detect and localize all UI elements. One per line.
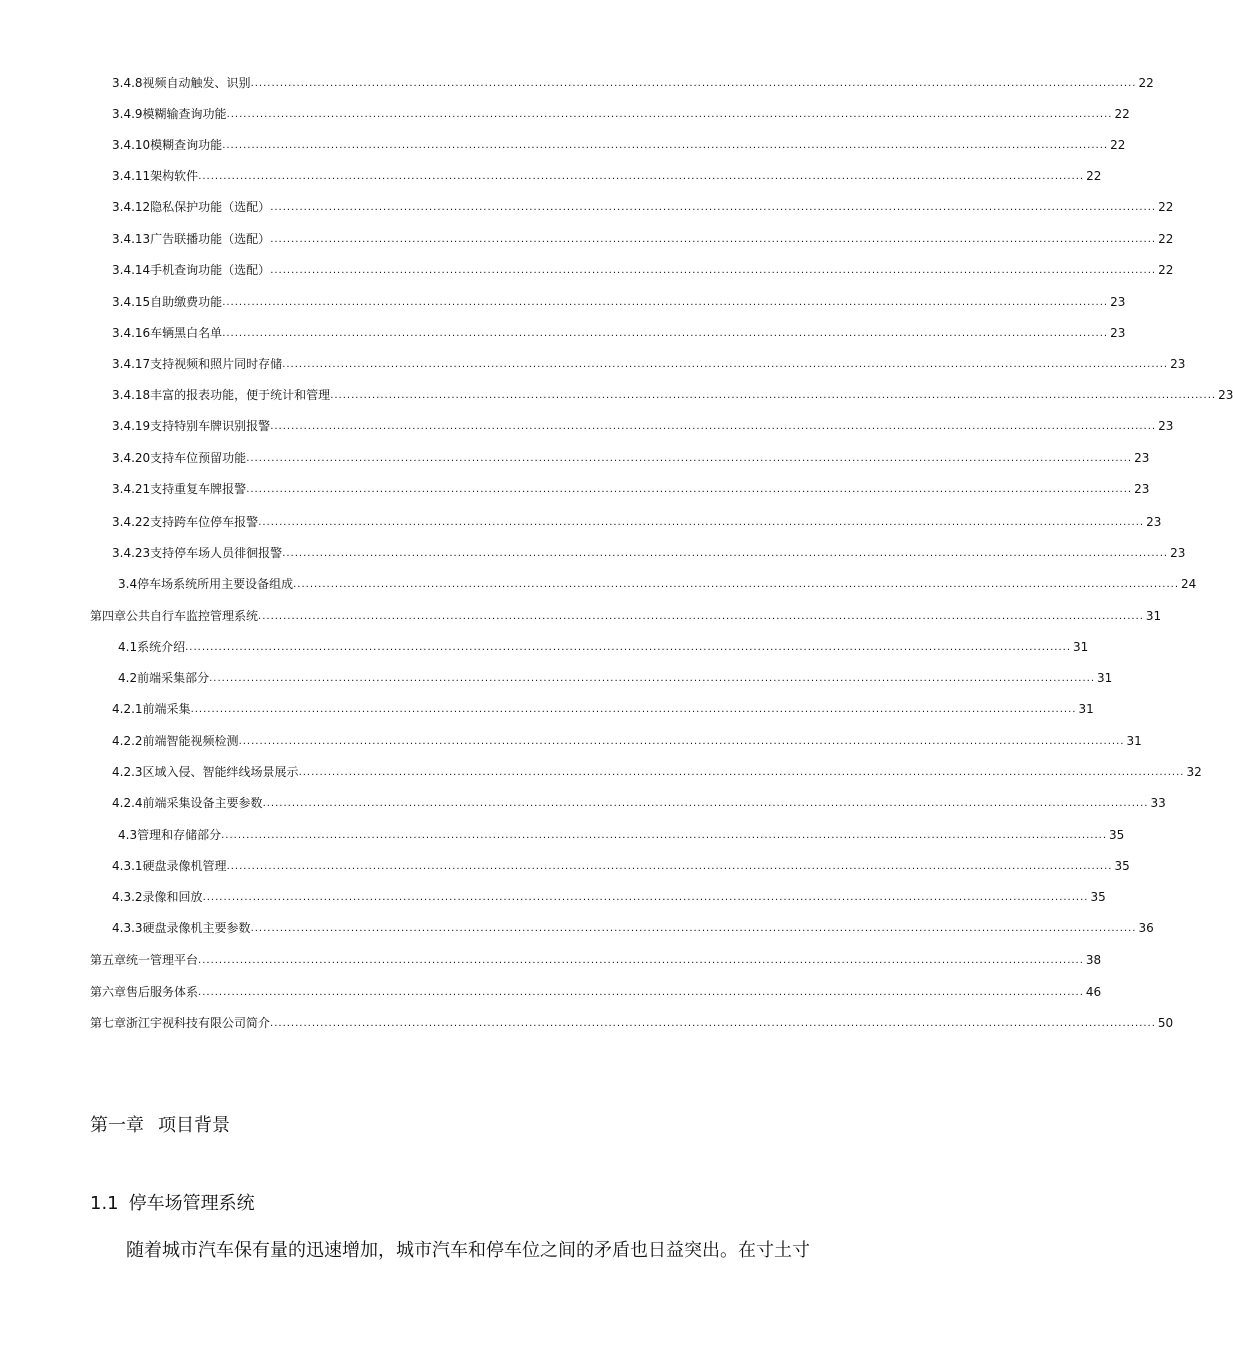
toc-leader-dots: .................................................................................................................................................................................................................... bbox=[330, 390, 1217, 401]
toc-entry[interactable] bbox=[112, 294, 1126, 310]
toc-entry-title: 支持停车场人员徘徊报警 bbox=[150, 546, 283, 560]
toc-entry-title: 架构软件 bbox=[150, 169, 199, 183]
toc-entry[interactable] bbox=[112, 168, 1102, 184]
toc-entry-page: 23 bbox=[1218, 388, 1233, 402]
toc-entry-page: 31 bbox=[1126, 734, 1142, 748]
toc-entry[interactable] bbox=[112, 418, 1174, 434]
toc-entry-title: 管理和存储部分 bbox=[137, 828, 222, 842]
toc-entry-number: 3.4.19 bbox=[112, 419, 151, 433]
toc-leader-dots: .................................................................................................................................................................................................................... bbox=[270, 421, 1157, 432]
toc-entry-page: 23 bbox=[1110, 295, 1126, 309]
toc-entry-page: 23 bbox=[1134, 451, 1150, 465]
toc-entry-page: 23 bbox=[1170, 357, 1186, 371]
toc-leader-dots: .................................................................................................................................................................................................................... bbox=[270, 1018, 1156, 1029]
toc-entry-title: 支持车位预留功能 bbox=[150, 451, 247, 465]
toc-leader-dots: .................................................................................................................................................................................................................... bbox=[226, 109, 1113, 120]
body-paragraph: 随着城市汽车保有量的迅速增加，城市汽车和停车位之间的矛盾也日益突出。在寸土寸 bbox=[126, 1240, 810, 1261]
toc-entry[interactable] bbox=[112, 387, 1233, 403]
toc-leader-dots: .................................................................................................................................................................................................................... bbox=[222, 297, 1109, 308]
toc-entry[interactable] bbox=[112, 889, 1106, 905]
toc-entry[interactable] bbox=[118, 576, 1197, 592]
toc-entry[interactable] bbox=[118, 827, 1125, 843]
chapter-title: 项目背景 bbox=[158, 1115, 230, 1136]
toc-entry-title: 录像和回放 bbox=[142, 890, 203, 904]
toc-leader-dots: .................................................................................................................................................................................................................... bbox=[238, 736, 1125, 747]
toc-entry-number: 3.4.11 bbox=[112, 169, 151, 183]
toc-leader-dots: .................................................................................................................................................................................................................... bbox=[258, 611, 1144, 622]
toc-entry-page: 22 bbox=[1114, 107, 1130, 121]
toc-entry-number: 第六章 bbox=[90, 985, 127, 999]
toc-entry-title: 自助缴费功能 bbox=[150, 295, 223, 309]
toc-entry-title: 停车场系统所用主要设备组成 bbox=[137, 577, 294, 591]
toc-entry-number: 3.4.14 bbox=[112, 263, 151, 277]
toc-entry-title: 统一管理平台 bbox=[126, 953, 199, 967]
toc-entry-title: 模糊查询功能 bbox=[150, 138, 223, 152]
toc-entry-title: 支持跨车位停车报警 bbox=[150, 515, 259, 529]
toc-entry-title: 支持重复车牌报警 bbox=[150, 482, 247, 496]
toc-entry[interactable] bbox=[112, 545, 1186, 561]
toc-entry-title: 支持特别车牌识别报警 bbox=[150, 419, 271, 433]
toc-entry[interactable] bbox=[112, 920, 1154, 936]
toc-entry-title: 前端采集设备主要参数 bbox=[142, 796, 263, 810]
toc-entry-page: 46 bbox=[1085, 985, 1102, 999]
toc-entry[interactable] bbox=[112, 106, 1130, 122]
toc-entry-title: 隐私保护功能（选配） bbox=[150, 200, 271, 214]
toc-leader-dots: .................................................................................................................................................................................................................... bbox=[250, 923, 1137, 934]
toc-entry-page: 22 bbox=[1158, 200, 1174, 214]
toc-leader-dots: .................................................................................................................................................................................................................... bbox=[293, 579, 1179, 590]
section-heading bbox=[90, 1192, 255, 1216]
toc-entry[interactable] bbox=[112, 481, 1150, 497]
toc-entry-number: 3.4.20 bbox=[112, 451, 151, 465]
toc-leader-dots: .................................................................................................................................................................................................................... bbox=[222, 140, 1109, 151]
toc-leader-dots: .................................................................................................................................................................................................................... bbox=[282, 359, 1169, 370]
toc-entry-number: 3.4.12 bbox=[112, 200, 151, 214]
toc-entry-page: 22 bbox=[1138, 76, 1154, 90]
toc-leader-dots: .................................................................................................................................................................................................................... bbox=[262, 798, 1149, 809]
toc-entry-title: 公共自行车监控管理系统 bbox=[126, 609, 259, 623]
toc-entry-number: 3.4.23 bbox=[112, 546, 151, 560]
toc-entry[interactable] bbox=[112, 356, 1186, 372]
toc-entry-number: 3.4.8 bbox=[112, 76, 143, 90]
toc-leader-dots: .................................................................................................................................................................................................................... bbox=[258, 517, 1145, 528]
toc-entry-number: 4.1 bbox=[118, 640, 138, 654]
toc-entry-number: 3.4 bbox=[118, 577, 138, 591]
toc-entry-page: 23 bbox=[1134, 482, 1150, 496]
toc-entry-title: 前端智能视频检测 bbox=[142, 734, 239, 748]
toc-entry[interactable] bbox=[112, 231, 1174, 247]
toc-entry-number: 4.3.3 bbox=[112, 921, 143, 935]
toc-leader-dots: .................................................................................................................................................................................................................... bbox=[282, 548, 1169, 559]
toc-leader-dots: .................................................................................................................................................................................................................... bbox=[209, 673, 1095, 684]
toc-entry-page: 32 bbox=[1186, 765, 1202, 779]
toc-entry[interactable] bbox=[112, 75, 1154, 91]
toc-entry-number: 3.4.18 bbox=[112, 388, 151, 402]
toc-leader-dots: .................................................................................................................................................................................................................... bbox=[270, 234, 1157, 245]
toc-entry-page: 22 bbox=[1110, 138, 1126, 152]
toc-entry[interactable] bbox=[112, 858, 1130, 874]
toc-entry-page: 35 bbox=[1114, 859, 1130, 873]
toc-leader-dots: .................................................................................................................................................................................................................... bbox=[270, 265, 1157, 276]
toc-entry-page: 23 bbox=[1146, 515, 1162, 529]
toc-entry-title: 支持视频和照片同时存储 bbox=[150, 357, 283, 371]
toc-entry-page: 38 bbox=[1085, 953, 1102, 967]
toc-entry[interactable] bbox=[112, 764, 1202, 780]
toc-entry-title: 广告联播功能（选配） bbox=[150, 232, 271, 246]
toc-entry-title: 硬盘录像机主要参数 bbox=[142, 921, 251, 935]
toc-entry-page: 31 bbox=[1078, 702, 1094, 716]
section-title: 停车场管理系统 bbox=[128, 1193, 255, 1214]
toc-leader-dots: .................................................................................................................................................................................................................... bbox=[250, 78, 1137, 89]
toc-entry-page: 22 bbox=[1158, 232, 1174, 246]
toc-entry-number: 3.4.15 bbox=[112, 295, 151, 309]
toc-entry-number: 4.2.2 bbox=[112, 734, 143, 748]
toc-entry-page: 23 bbox=[1110, 326, 1126, 340]
toc-entry-page: 24 bbox=[1181, 577, 1197, 591]
toc-entry-title: 车辆黑白名单 bbox=[150, 326, 223, 340]
toc-leader-dots: .................................................................................................................................................................................................................... bbox=[246, 484, 1133, 495]
toc-entry-title: 系统介绍 bbox=[137, 640, 186, 654]
toc-leader-dots: .................................................................................................................................................................................................................... bbox=[202, 892, 1089, 903]
toc-entry-title: 区域入侵、智能绊线场景展示 bbox=[142, 765, 299, 779]
toc-entry-number: 4.3 bbox=[118, 828, 138, 842]
toc-leader-dots: .................................................................................................................................................................................................................... bbox=[185, 642, 1071, 653]
toc-entry-title: 丰富的报表功能，便于统计和管理 bbox=[150, 388, 331, 402]
toc-entry-number: 4.2 bbox=[118, 671, 138, 685]
toc-entry-number: 第七章 bbox=[90, 1016, 127, 1030]
toc-leader-dots: .................................................................................................................................................................................................................... bbox=[198, 171, 1085, 182]
toc-entry[interactable] bbox=[118, 639, 1089, 655]
toc-leader-dots: .................................................................................................................................................................................................................... bbox=[298, 767, 1185, 778]
toc-entry[interactable] bbox=[90, 952, 1102, 968]
toc-entry-title: 售后服务体系 bbox=[126, 985, 199, 999]
toc-entry-title: 前端采集部分 bbox=[137, 671, 210, 685]
toc-entry-page: 31 bbox=[1097, 671, 1113, 685]
toc-entry-page: 31 bbox=[1145, 609, 1162, 623]
toc-entry-number: 4.2.3 bbox=[112, 765, 143, 779]
toc-entry-title: 浙江宇视科技有限公司简介 bbox=[126, 1016, 271, 1030]
toc-leader-dots: .................................................................................................................................................................................................................... bbox=[226, 861, 1113, 872]
toc-entry-page: 33 bbox=[1150, 796, 1166, 810]
section-number: 1.1 bbox=[90, 1193, 119, 1214]
toc-entry-title: 硬盘录像机管理 bbox=[142, 859, 227, 873]
toc-leader-dots: .................................................................................................................................................................................................................... bbox=[198, 987, 1084, 998]
toc-entry-title: 前端采集 bbox=[142, 702, 191, 716]
chapter-heading bbox=[90, 1114, 230, 1138]
toc-entry-number: 3.4.10 bbox=[112, 138, 151, 152]
toc-entry-number: 第五章 bbox=[90, 953, 127, 967]
toc-entry-number: 3.4.22 bbox=[112, 515, 151, 529]
toc-entry-number: 3.4.17 bbox=[112, 357, 151, 371]
toc-entry-page: 36 bbox=[1138, 921, 1154, 935]
toc-entry-number: 3.4.21 bbox=[112, 482, 151, 496]
toc-entry-page: 31 bbox=[1073, 640, 1089, 654]
toc-entry-page: 35 bbox=[1109, 828, 1125, 842]
toc-leader-dots: .................................................................................................................................................................................................................... bbox=[221, 830, 1107, 841]
toc-entry-page: 50 bbox=[1157, 1016, 1174, 1030]
toc-entry[interactable] bbox=[112, 450, 1150, 466]
toc-entry-title: 模糊输查询功能 bbox=[142, 107, 227, 121]
toc-entry[interactable] bbox=[90, 984, 1102, 1000]
toc-entry[interactable] bbox=[112, 325, 1126, 341]
toc-entry-page: 22 bbox=[1158, 263, 1174, 277]
toc-entry-title: 手机查询功能（选配） bbox=[150, 263, 271, 277]
toc-leader-dots: .................................................................................................................................................................................................................... bbox=[270, 202, 1157, 213]
toc-entry-number: 3.4.16 bbox=[112, 326, 151, 340]
toc-entry-page: 23 bbox=[1158, 419, 1174, 433]
toc-entry[interactable] bbox=[112, 199, 1174, 215]
toc-entry-page: 35 bbox=[1090, 890, 1106, 904]
toc-entry-title: 视频自动触发、识别 bbox=[142, 76, 251, 90]
toc-entry-number: 4.2.4 bbox=[112, 796, 143, 810]
toc-entry[interactable] bbox=[118, 670, 1113, 686]
toc-entry[interactable] bbox=[90, 1015, 1174, 1031]
toc-entry[interactable] bbox=[112, 795, 1166, 811]
toc-entry-number: 3.4.9 bbox=[112, 107, 143, 121]
toc-leader-dots: .................................................................................................................................................................................................................... bbox=[198, 955, 1084, 966]
toc-entry-page: 23 bbox=[1170, 546, 1186, 560]
toc-entry-page: 22 bbox=[1086, 169, 1102, 183]
toc-entry-number: 3.4.13 bbox=[112, 232, 151, 246]
toc-entry[interactable] bbox=[90, 608, 1162, 624]
toc-leader-dots: .................................................................................................................................................................................................................... bbox=[246, 453, 1133, 464]
toc-entry-number: 4.2.1 bbox=[112, 702, 143, 716]
toc-entry[interactable] bbox=[112, 701, 1094, 717]
toc-entry[interactable] bbox=[112, 514, 1162, 530]
toc-entry-number: 4.3.2 bbox=[112, 890, 143, 904]
toc-leader-dots: .................................................................................................................................................................................................................... bbox=[190, 704, 1077, 715]
chapter-number: 第一章 bbox=[90, 1115, 144, 1136]
toc-entry[interactable] bbox=[112, 262, 1174, 278]
toc-entry[interactable] bbox=[112, 733, 1142, 749]
toc-leader-dots: .................................................................................................................................................................................................................... bbox=[222, 328, 1109, 339]
toc-entry-number: 4.3.1 bbox=[112, 859, 143, 873]
toc-entry[interactable] bbox=[112, 137, 1126, 153]
toc-entry-number: 第四章 bbox=[90, 609, 127, 623]
